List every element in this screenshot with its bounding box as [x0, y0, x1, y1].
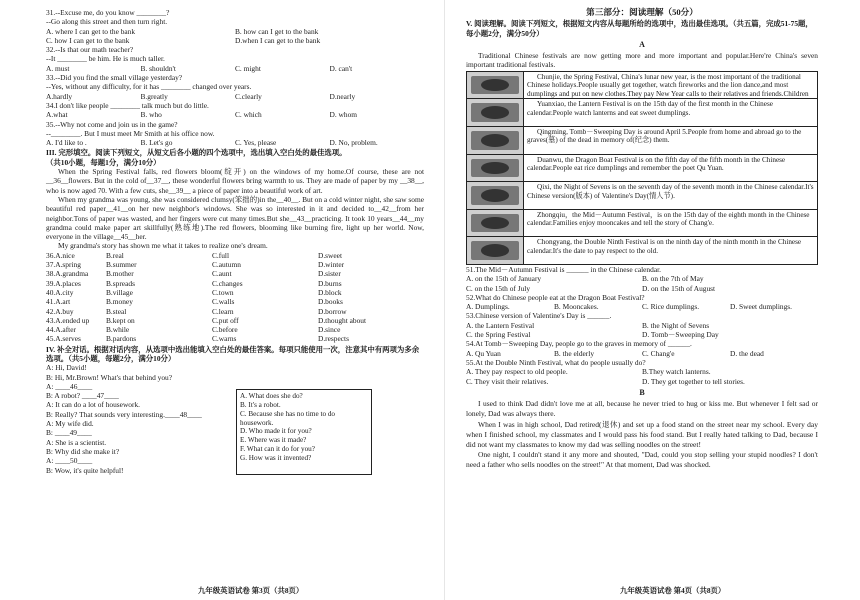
festival-description: Chunjie, the Spring Festival, China's lunar new year, is the most important of the traditional Chinese holidays.People usually get together, watch fireworks and the lion dance,and most dumplings and put on new clothes.They pay New Year calls to their relatives and friends.Children	[527, 72, 809, 98]
cloze-paragraph: When the Spring Festival falls, red flowers bloom(绽开) on the windows of my home.Of course, these are not __36__flowers. But in the cold of__37__, these wonderful flowers bring warmth to us. They are made of paper by my __38__, who is now aged 70. With a few cuts, she__39__ a piece of paper into a beautiful work of art.	[46, 167, 424, 195]
left-page	[46, 8, 424, 584]
cloze-option: D.block	[318, 287, 342, 297]
q34-option: A.what	[46, 110, 68, 120]
dialog-option: G. How was it invented?	[240, 453, 312, 462]
cloze-option-row	[46, 334, 424, 343]
q33-option: C.clearly	[235, 91, 262, 101]
q51-option-a: A. on the 15th of January	[466, 274, 542, 284]
cloze-option: 38.A.grandma	[46, 269, 89, 279]
festival-row	[467, 155, 817, 183]
cloze-option-row	[46, 297, 424, 306]
page-footer-left: 九年级英语试卷 第3页（共8页）	[198, 586, 304, 595]
q33-option: B.greatly	[140, 91, 168, 101]
dialog-option: C. Because she has no time to do	[240, 409, 336, 418]
passage-b-paragraph: One night, I couldn't stand it any more and shouted, "Dad, could you stop selling your stupid noodles? I don't need a father who sells noodles on the street!" At that moment, Dad was shocked.	[466, 450, 818, 470]
cloze-option: B.summer	[106, 260, 137, 270]
q51-options	[466, 274, 818, 293]
q32-option: C. might	[235, 63, 261, 73]
q35-stem: 35.--Why not come and join us in the game?	[46, 119, 178, 129]
q34-option: B. who	[140, 110, 162, 120]
chongyang-icon	[467, 237, 524, 264]
q52-option: D. Sweet dumplings.	[730, 302, 792, 312]
cloze-paragraph: When my grandma was young, she was considered clumsy(笨拙的)in the__40__. But on a cold winter night, she saw some beautiful red paper__41__on her new neighbor's windows. She was so interested in it and decided to__42__from her neighbor.Tons of paper was wasted, and her fingers were cut many times.But she__43__practicing. It took 10 years__44__my grandma could make paper art skillfully(熟练地).The red flowers, blooming like burning fire, light up her world. Now, everyone in the village__45__her.	[46, 194, 424, 242]
q31-option-b: B. how can I get to the bank	[235, 26, 319, 36]
q35-option: C. Yes, please	[235, 138, 277, 148]
cloze-option-row	[46, 260, 424, 269]
cloze-option: B.pardons	[106, 334, 137, 344]
q55-option-b: B.They watch lanterns.	[642, 367, 711, 377]
q35-option: B. Let's go	[140, 138, 173, 148]
q34-stem: 34.I don't like people ________ talk much but do little.	[46, 100, 209, 110]
cloze-option: D.books	[318, 297, 343, 307]
cloze-option: B.while	[106, 325, 130, 335]
q31-options	[46, 27, 424, 46]
dragon-boat-icon	[467, 155, 524, 182]
dialog-lines	[46, 363, 236, 475]
cloze-option: C.before	[212, 325, 238, 335]
q51-option-d: D. on the 15th of August	[642, 283, 716, 293]
cloze-option-row	[46, 269, 424, 278]
dialog-line: A: My wife did.	[46, 419, 94, 429]
q55-options	[466, 367, 818, 386]
cloze-option: 37.A.spring	[46, 260, 81, 270]
q55-option-a: A. They pay respect to old people.	[466, 367, 568, 377]
cloze-option: 45.A.serves	[46, 334, 81, 344]
dialog-line: B: A robot? ____47____	[46, 391, 119, 401]
q32-stem: 32.--Is that our math teacher?	[46, 45, 134, 55]
q33-options	[46, 92, 424, 101]
cloze-option: B.money	[106, 297, 133, 307]
dialog-option: E. Where was it made?	[240, 436, 307, 445]
q31-option-a: A. where I can get to the bank	[46, 26, 136, 36]
cloze-option: 40.A.city	[46, 287, 74, 297]
q53-option-c: C. the Spring Festival	[466, 330, 531, 340]
dialog-option: B. It's a robot.	[240, 401, 281, 410]
dialog-line: A: Hi, David!	[46, 363, 87, 373]
cloze-option: D.burns	[318, 278, 342, 288]
section5-title: V. 阅读理解。阅读下列短文，根据短文内容从每题所给的选项中，选出最佳选项。（共五篇，完成51-75题，每小题2分，满分50分）	[466, 19, 813, 38]
q53-options	[466, 321, 818, 340]
section3-title: III. 完形填空。阅读下列短文，从短文后各小题的四个选项中，选出填入空白处的最佳选项。	[46, 148, 347, 158]
cloze-option: C.changes	[212, 278, 243, 288]
cloze-option: 43.A.ended up	[46, 315, 90, 325]
q32-stem2: --It ________ be him. He is much taller.	[46, 54, 165, 64]
cloze-option-row	[46, 251, 424, 260]
q55-stem: 55.At the Double Ninth Festival, what do people usually do?	[466, 357, 646, 367]
festival-description: Duanwu, the Dragon Boat Festival is on the fifth day of the fifth month in the Chinese calendar.People eat rice dumplings and remember the poet Qu Yuan.	[527, 155, 786, 172]
q31-option-c: C. how I can get to the bank	[46, 35, 130, 45]
festival-description: Qingming, Tomb－Sweeping Day is around April 5.People from home and abroad go to the graves(墓) of the dead in memory of(纪念) them.	[527, 127, 802, 145]
dialog-option: D. Who made it for you?	[240, 427, 312, 436]
dialog-line: A: ____50____	[46, 456, 93, 466]
page-footer-right: 九年级英语试卷 第4页（共8页）	[620, 586, 726, 595]
cloze-option: D.since	[318, 325, 341, 335]
cloze-option: D.borrow	[318, 306, 347, 316]
dialog-option: F. What can it do for you?	[240, 445, 315, 454]
q52-option: B. Mooncakes.	[554, 302, 599, 312]
festival-row	[467, 210, 817, 238]
q51-stem: 51.The Mid－Autumn Festival is ______ in the Chinese calendar.	[466, 264, 662, 274]
q54-option: B. the elderly	[554, 348, 595, 358]
q53-stem: 53.Chinese version of Valentine's Day is ______.	[466, 311, 612, 321]
q54-option: D. the dead	[730, 348, 764, 358]
cloze-option: B.real	[106, 250, 124, 260]
passage-a-label: A	[639, 39, 645, 49]
dialog-line: B: Wow, it's quite helpful!	[46, 465, 124, 475]
cloze-option: D.sister	[318, 269, 341, 279]
tomb-icon	[467, 127, 524, 154]
q33-option: A.hardly	[46, 91, 73, 101]
cloze-option-row	[46, 279, 424, 288]
lantern-icon	[467, 72, 524, 99]
magpie-bridge-icon	[467, 182, 524, 209]
part3-title: 第三部分：阅读理解（50分）	[586, 7, 698, 17]
cloze-option: C.learn	[212, 306, 234, 316]
cloze-option: 41.A.art	[46, 297, 71, 307]
q33-stem2: --Yes, without any difficulty, for it has ________ changed over years.	[46, 82, 252, 92]
cloze-option: B.mother	[106, 269, 134, 279]
cloze-option: C.put off	[212, 315, 239, 325]
q55-option-c: C. They visit their relatives.	[466, 376, 549, 386]
cloze-option: C.full	[212, 250, 230, 260]
q54-option: A. Qu Yuan	[466, 348, 501, 358]
festival-row	[467, 72, 817, 100]
q34-option: C. which	[235, 110, 262, 120]
q52-option: C. Rice dumplings.	[642, 302, 700, 312]
cloze-option-row	[46, 325, 424, 334]
cloze-option: C.walls	[212, 297, 235, 307]
cloze-option-row	[46, 288, 424, 297]
cloze-option: B.kept on	[106, 315, 135, 325]
cloze-option: C.warns	[212, 334, 237, 344]
q54-option: C. Chang'e	[642, 348, 675, 358]
q53-option-b: B. the Night of Sevens	[642, 320, 710, 330]
cloze-option: C.autumn	[212, 260, 241, 270]
cloze-option: 44.A.after	[46, 325, 76, 335]
cloze-option: 39.A.places	[46, 278, 81, 288]
lantern-icon	[467, 99, 524, 126]
cloze-option-row	[46, 307, 424, 316]
dialog-line: B: ____49____	[46, 428, 92, 438]
festival-description: Qixi, the Night of Sevens is on the seventh day of the seventh month in the Chinese calendar.It's Chinese version(版本) of Valentine's Day(情人节).	[527, 183, 814, 200]
cloze-options	[46, 251, 424, 344]
dialog-line: B: Why did she make it?	[46, 446, 120, 456]
cloze-option: 42.A.buy	[46, 306, 74, 316]
cloze-option: C.town	[212, 287, 234, 297]
q53-option-a: A. the Lantern Festival	[466, 320, 535, 330]
q32-option: D. can't	[329, 63, 353, 73]
cloze-option: D.sweet	[318, 250, 343, 260]
q35-option: D. No, problem.	[329, 138, 378, 148]
cloze-option: D.respects	[318, 334, 349, 344]
cloze-option: B.steal	[106, 306, 127, 316]
dialog-line: A: It can do a lot of housework.	[46, 400, 141, 410]
cloze-option: 36.A.nice	[46, 250, 75, 260]
festival-table	[466, 71, 818, 265]
passage-b-paragraph: When I was in high school, Dad retired(退休) and set up a food stand on the street near my school. Every day when I finished school, my classmates and I would pass his food stand. But I really hated talking to Dad, because I did not want my classmates to know my dad was selling noodles on the street!	[466, 419, 818, 449]
cloze-option: D.winter	[318, 260, 345, 270]
q32-options	[46, 64, 424, 73]
festival-description: Chongyang, the Double Ninth Festival is on the ninth day of the ninth month in the Chinese calendar.It's the date to pay respect to the old.	[527, 238, 802, 255]
q34-options	[46, 110, 424, 119]
section4-title: IV. 补全对话。根据对话内容，从选项中选出能填入空白处的最佳答案。每项只能使用一次，注意其中有两项为多余选项。（共5小题，每题2分，满分10分）	[46, 344, 420, 363]
cloze-option: D.thought about	[318, 315, 367, 325]
q33-option: D.nearly	[329, 91, 356, 101]
q31-option-d: D.when I can get to the bank	[235, 35, 321, 45]
page-fold	[444, 0, 445, 600]
cloze-paragraph: My grandma's story has shown me what it takes to realize one's dream.	[58, 241, 268, 251]
dialog-line: B: Hi, Mr.Brown! What's that behind you?	[46, 372, 173, 382]
q55-option-d: D. They get together to tell stories.	[642, 376, 745, 386]
q35-stem2: --________. But I must meet Mr Smith at his office now.	[46, 128, 215, 138]
q54-stem: 54.At Tomb－Sweeping Day, people go to the graves in memory of ______.	[466, 339, 692, 349]
cloze-option: C.aunt	[212, 269, 232, 279]
q34-option: D. whom	[329, 110, 358, 120]
section3-subtitle: （共10小题，每题1分，满分10分）	[46, 157, 161, 167]
cloze-option: B.spreads	[106, 278, 135, 288]
dialog-line: B: Really? That sounds very interesting.____48____	[46, 409, 202, 419]
q54-options	[466, 349, 818, 358]
cloze-option-row	[46, 316, 424, 325]
q32-option: B. shouldn't	[140, 63, 176, 73]
cloze-option: B.village	[106, 287, 133, 297]
passage-b-label: B	[639, 387, 645, 397]
dialog-line: A: She is a scientist.	[46, 437, 107, 447]
q35-options	[46, 138, 424, 147]
dialog-option: A. What does she do?	[240, 392, 303, 401]
mooncake-icon	[467, 210, 524, 237]
right-page	[466, 8, 818, 584]
dialog-line: A: ____46____	[46, 381, 93, 391]
q33-stem: 33.--Did you find the small village yesterday?	[46, 73, 183, 83]
passage-a-intro: Traditional Chinese festivals are now getting more and more important and popular.Here're China's seven important traditional festivals.	[466, 51, 818, 70]
q52-option: A. Dumplings.	[466, 302, 510, 312]
q51-option-b: B. on the 7th of May	[642, 274, 704, 284]
q51-option-c: C. on the 15th of July	[466, 283, 531, 293]
festival-row	[467, 99, 817, 127]
q52-options	[466, 302, 818, 311]
festival-description: Zhongqiu，the Mid－Autumn Festival，is on the 15th day of the eighth month in the Chinese calendar.Families enjoy mooncakes and tell the story of Chang'e.	[527, 210, 810, 228]
dialog-options-box	[236, 389, 372, 475]
festival-description: Yuanxiao, the Lantern Festival is on the 15th day of the first month in the Chinese calendar.People watch lanterns and eat sweet dumplings.	[527, 100, 773, 117]
passage-b-paragraph: I used to think Dad didn't love me at all, because he never tried to hug or kiss me. But whenever I felt sad or lonely, Dad was always there.	[466, 399, 818, 419]
q32-option: A. must	[46, 63, 70, 73]
q53-option-d: D. Tomb－Sweeping Day	[642, 330, 719, 340]
q31-stem: 31.--Excuse me, do you know ________?	[46, 8, 170, 17]
q35-option: A. I'd like to .	[46, 138, 87, 148]
q31-stem2: --Go along this street and then turn right.	[46, 17, 168, 27]
festival-row	[467, 127, 817, 155]
festival-row	[467, 182, 817, 210]
festival-row	[467, 237, 817, 264]
q52-stem: 52.What do Chinese people eat at the Dragon Boat Festival?	[466, 292, 645, 302]
dialog-option: housework.	[240, 418, 274, 427]
dialog-block	[46, 363, 424, 475]
